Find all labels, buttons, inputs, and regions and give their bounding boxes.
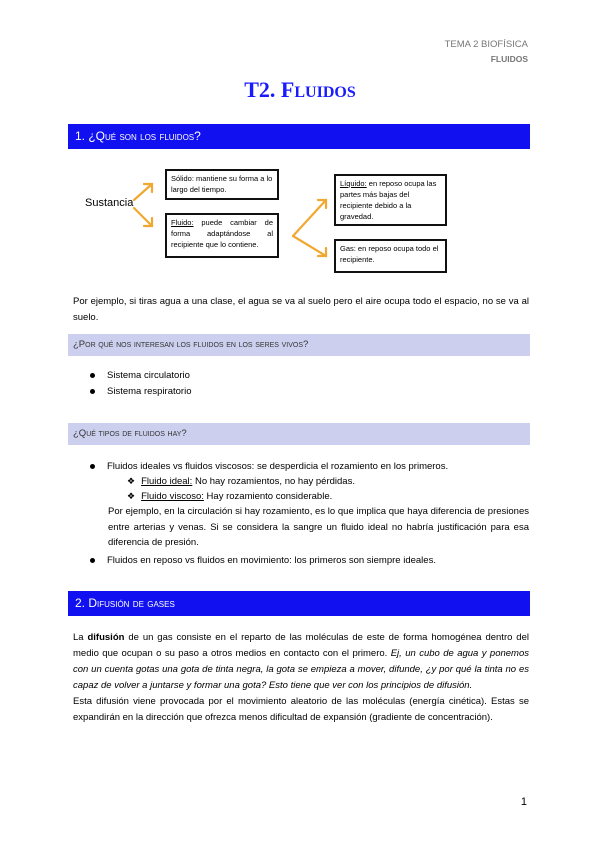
list-item-text: Sistema circulatorio [107,370,190,381]
box-liquido [334,174,447,226]
diamond-bullet-icon: ❖ [127,476,136,486]
difusion-text-2: Esta difusión viene provocada por el movimiento aleatorio de las moléculas (energía cinética). Estas se expandirán en la dirección que ofrezca menos dificultad de expansión (gradiente de concentración). [73,696,529,723]
section-2-label: 2. Difusión de gases [75,596,175,610]
subheading-why-fluids: ¿Por qué nos interesan los fluidos en los seres vivos? [68,334,530,356]
difusion-text-a: La [73,632,88,643]
sub-list-item [127,474,355,489]
diamond-bullet-icon: ❖ [127,491,136,501]
solido-text: Sólido: mantiene su forma a lo largo del tiempo. [171,174,273,194]
section-2-heading [68,591,530,616]
list-item-text: Sistema respiratorio [107,386,192,397]
liquido-term: Líquido: [340,179,367,188]
arrow-to-solido [134,184,152,200]
list-item [90,368,190,383]
difusion-text-b: de un gas consiste en el reparto de las moléculas de este de forma homogénea dentro del medio que ocupan o su paso a otros medios en contacto con el primero. [73,632,529,659]
sub1-text: No hay rozamientos, no hay pérdidas. [192,476,355,487]
title-rest: LUIDOS [294,84,356,101]
arrow-to-gas [293,236,326,256]
difusion-paragraph [73,630,529,726]
diagram-arrows [0,0,600,300]
fluido-term: Fluido: [171,218,194,227]
difusion-example: Ej, un cubo de agua y ponemos con un cuenta gotas una gota de tinta negra, la gota se empieza a mover, difunde, ¿y por qué la tinta no es capaz de volver a juntarse y formar una gota? Esto tiene que ver con los principios de difusión. [73,648,529,691]
title-prefix: T2. F [244,77,295,102]
liquido-text: en reposo ocupa las partes más bajas del recipiente debido a la gravedad. [340,179,437,221]
section-1-label: 1. ¿Qué son los fluidos? [75,129,201,143]
sub1-term: Fluido ideal: [141,476,193,487]
list-item [90,459,448,474]
gas-text: Gas: en reposo ocupa todo el recipiente. [340,244,439,264]
page-number: 1 [520,796,527,808]
box-gas [334,239,447,273]
example-paragraph: Por ejemplo, si tiras agua a una clase, el agua se va al suelo pero el aire ocupa todo el espacio, no se va al suelo. [73,296,529,323]
list-item-text: Fluidos en reposo vs fluidos en movimiento: los primeros son siempre ideales. [107,555,436,566]
arrow-to-fluido [134,208,152,226]
sub2-term: Fluido viscoso: [141,491,204,502]
list-item-text: Fluidos ideales vs fluidos viscosos: se desperdicia el rozamiento en los primeros. [107,461,449,472]
diagram-sustancia: Sustancia [85,197,134,209]
sub-list-item [127,489,332,504]
list-item [90,553,436,568]
list-item [90,384,191,399]
header-subject: TEMA 2 BIOFÍSICA [444,39,528,50]
arrow-to-liquido [293,200,326,236]
box-solido [165,169,279,200]
sub2-text: Hay rozamiento considerable. [203,491,333,502]
difusion-term: difusión [87,632,125,643]
fluido-text: puede cambiar de forma adaptándose al recipiente que lo contiene. [171,218,273,249]
subheading-fluid-types: ¿Qué tipos de fluidos hay? [68,423,530,445]
box-fluido [165,213,279,258]
circulation-paragraph: Por ejemplo, en la circulación si hay rozamiento, es lo que implica que haya diferencia de presiones entre arterias y venas. Si se considera la sangre un fluido ideal no habría justificación para esa diferencia de presión. [108,506,529,548]
header-topic: FLUIDOS [490,54,528,64]
